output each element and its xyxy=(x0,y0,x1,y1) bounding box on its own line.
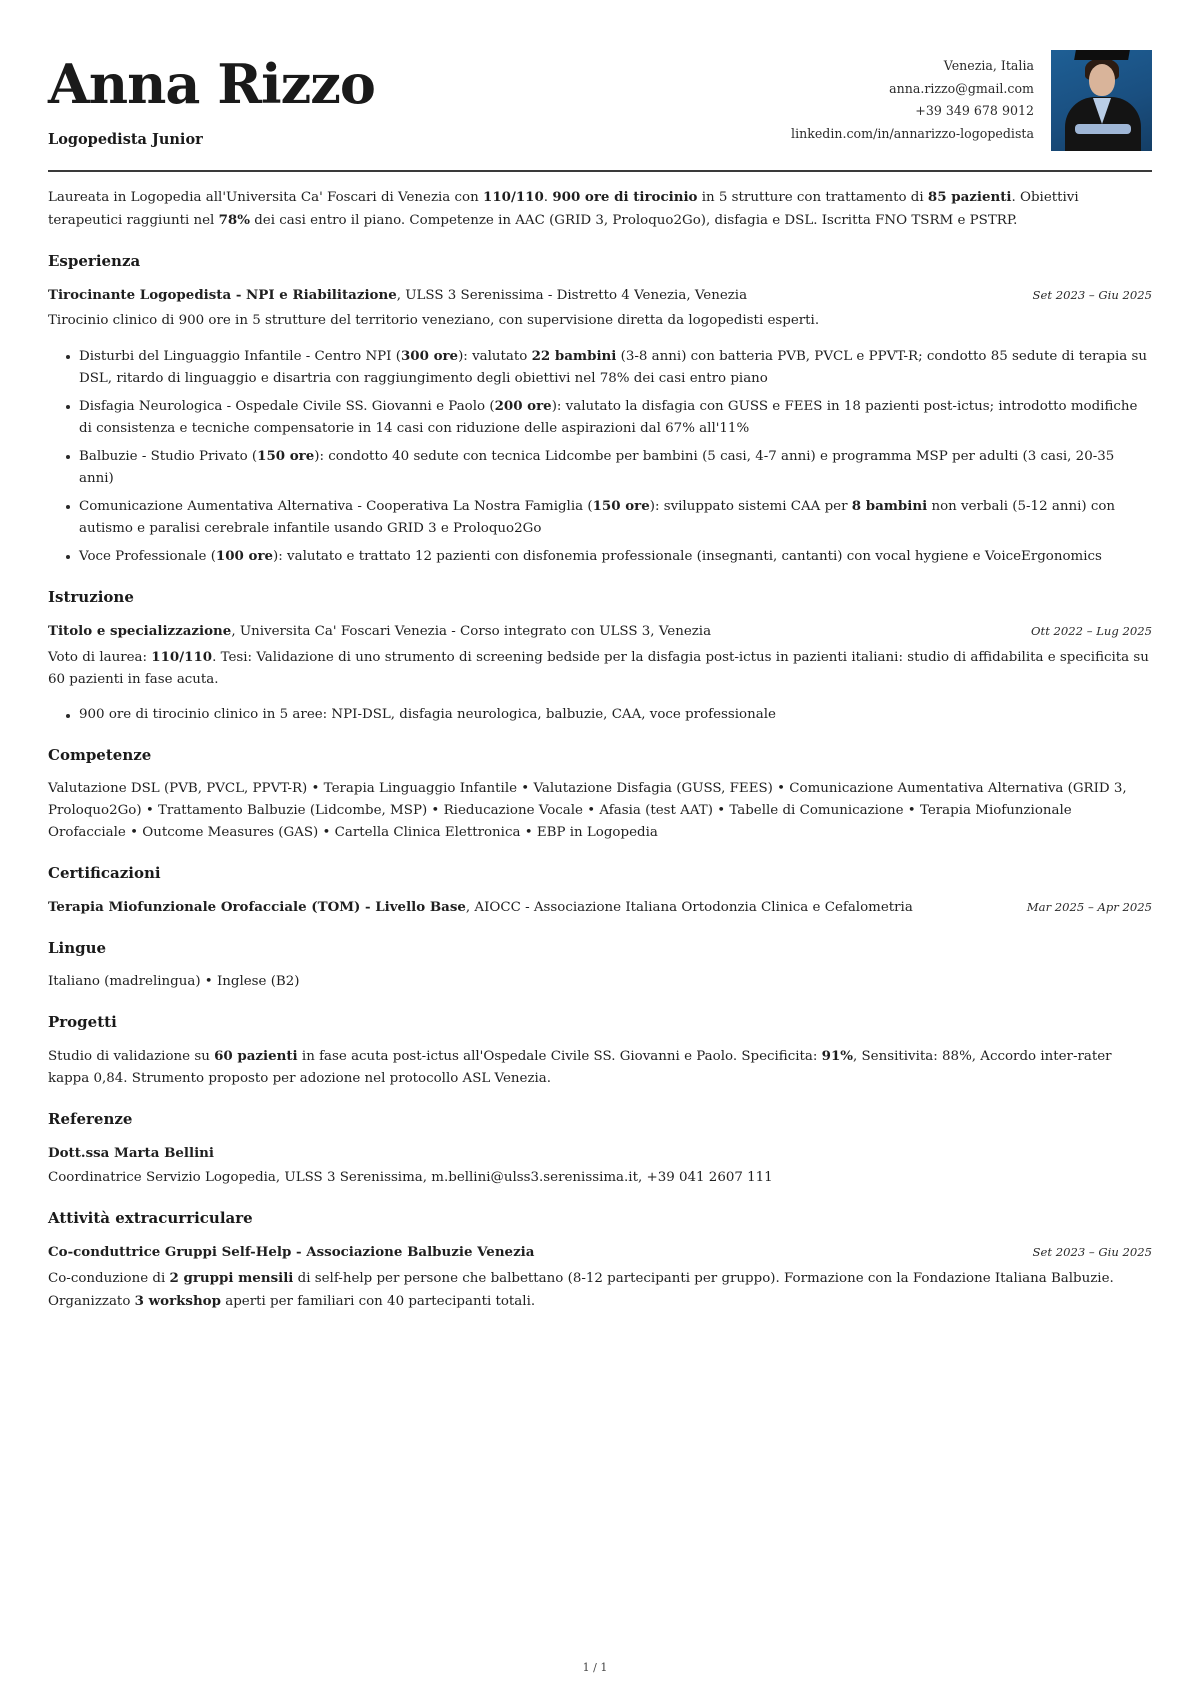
header-divider xyxy=(48,170,1152,172)
certification-name: Terapia Miofunzionale Orofacciale (TOM) - Livello Base xyxy=(48,899,466,915)
experience-entry xyxy=(48,284,1152,568)
entry-degree: Titolo e specializzazione xyxy=(48,623,232,639)
resume-header xyxy=(48,0,1152,172)
bullet-item: Disfagia Neurologica - Ospedale Civile SS. Giovanni e Paolo (200 ore): valutato la disfagia con GUSS e FEES in 18 pazienti post-ictus; introdotto modifiche di consistenza e tecniche compensatorie in 14 casi con riduzione delle aspirazioni dal 67% all'11% xyxy=(48,395,1152,440)
photo-head-shape xyxy=(1089,64,1115,96)
candidate-name: Anna Rizzo xyxy=(48,52,375,116)
reference-details: Coordinatrice Servizio Logopedia, ULSS 3 Serenissima, m.bellini@ulss3.serenissima.it, +39 041 2607 111 xyxy=(48,1170,773,1185)
entry-description: Voto di laurea: 110/110. Tesi: Validazione di uno strumento di screening bedside per la disfagia post-ictus in pazienti italiani: studio di affidabilita e specificita su 60 pazienti in fase acuta. xyxy=(48,649,1149,687)
entry-date-range: Mar 2025 – Apr 2025 xyxy=(1026,900,1152,914)
projects-section xyxy=(48,1011,1152,1090)
entry-bullet-list xyxy=(48,704,1152,726)
bullet-item: 900 ore di tirocinio clinico in 5 aree: NPI-DSL, disfagia neurologica, balbuzie, CAA, voce professionale xyxy=(48,704,1152,726)
languages-list: Italiano (madrelingua) • Inglese (B2) xyxy=(48,974,300,989)
education-section xyxy=(48,586,1152,726)
contact-email[interactable]: anna.rizzo@gmail.com xyxy=(889,80,1034,96)
skills-list: Valutazione DSL (PVB, PVCL, PPVT-R) • Terapia Linguaggio Infantile • Valutazione Disfagia (GUSS, FEES) • Comunicazione Aumentativa Alternativa (GRID 3, Proloquo2Go) • Trattamento Balbuzie (Lidcombe, MSP) • Rieducazione Vocale • Afasia (test AAT) • Tabelle di Comunicazione • Terapia Miofunzionale Orofacciale • Outcome Measures (GAS) • Cartella Clinica Elettronica • EBP in Logopedia xyxy=(48,781,1127,840)
entry-header xyxy=(48,284,1152,307)
profile-summary: Laureata in Logopedia all'Universita Ca' Foscari di Venezia con 110/110. 900 ore di tirocinio in 5 strutture con trattamento di 85 pazienti. Obiettivi terapeutici raggiunti nel 78% dei casi entro il piano. Competenze in AAC (GRID 3, Proloquo2Go), disfagia e DSL. Iscritta FNO TSRM e PSTRP. xyxy=(48,189,1079,228)
resume-page xyxy=(48,0,1152,1313)
reference-name: Dott.ssa Marta Bellini xyxy=(48,1145,214,1161)
bullet-item: Disturbi del Linguaggio Infantile - Centro NPI (300 ore): valutato 22 bambini (3-8 anni) con batteria PVB, PVCL e PPVT-R; condotto 85 sedute di terapia su DSL, ritardo di linguaggio e disartria con raggiungimento degli obiettivi nel 78% dei casi entro piano xyxy=(48,345,1152,390)
entry-title-line xyxy=(48,620,711,643)
certifications-section xyxy=(48,862,1152,919)
section-heading: Referenze xyxy=(48,1110,133,1128)
section-heading: Lingue xyxy=(48,939,107,957)
entry-title-line xyxy=(48,896,913,919)
entry-title-line xyxy=(48,1241,534,1264)
contact-linkedin[interactable]: linkedin.com/in/annarizzo-logopedista xyxy=(791,125,1034,141)
entry-date-range: Set 2023 – Giu 2025 xyxy=(1032,288,1152,302)
photo-graduation-cap-shape xyxy=(1074,50,1130,60)
section-heading: Attività extracurriculare xyxy=(48,1209,253,1227)
job-title: Logopedista Junior xyxy=(48,131,203,148)
entry-institution: , Universita Ca' Foscari Venezia - Corso integrato con ULSS 3, Venezia xyxy=(231,624,712,639)
entry-header xyxy=(48,1241,1152,1264)
photo-arms-shape xyxy=(1075,124,1131,134)
entry-bullet-list xyxy=(48,345,1152,568)
project-description: Studio di validazione su 60 pazienti in fase acuta post-ictus all'Ospedale Civile SS. Giovanni e Paolo. Specificita: 91%, Sensitivita: 88%, Accordo inter-rater kappa 0,84. Strumento proposto per adozione nel protocollo ASL Venezia. xyxy=(48,1048,1112,1086)
page-indicator: 1 / 1 xyxy=(582,1661,608,1674)
section-heading: Esperienza xyxy=(48,252,141,270)
skills-section xyxy=(48,744,1152,844)
certification-issuer: , AIOCC - Associazione Italiana Ortodonzia Clinica e Cefalometria xyxy=(465,900,913,915)
entry-organization: , ULSS 3 Serenissima - Distretto 4 Venezia, Venezia xyxy=(396,288,748,303)
contact-location: Venezia, Italia xyxy=(943,58,1034,73)
entry-title-line xyxy=(48,284,747,307)
entry-role: Tirocinante Logopedista - NPI e Riabilitazione xyxy=(48,287,397,303)
activity-role: Co-conduttrice Gruppi Self-Help - Associazione Balbuzie Venezia xyxy=(48,1244,535,1260)
entry-header xyxy=(48,620,1152,643)
references-section xyxy=(48,1108,1152,1189)
certification-entry xyxy=(48,896,1152,919)
extracurricular-section xyxy=(48,1207,1152,1313)
bullet-item: Comunicazione Aumentativa Alternativa - Cooperativa La Nostra Famiglia (150 ore): sviluppato sistemi CAA per 8 bambini non verbali (5-12 anni) con autismo e paralisi cerebrale infantile usando GRID 3 e Proloquo2Go xyxy=(48,495,1152,540)
education-entry xyxy=(48,620,1152,726)
section-heading: Certificazioni xyxy=(48,864,161,882)
entry-date-range: Ott 2022 – Lug 2025 xyxy=(1031,624,1152,638)
experience-section xyxy=(48,250,1152,568)
section-heading: Istruzione xyxy=(48,588,134,606)
bullet-item: Voce Professionale (100 ore): valutato e trattato 12 pazienti con disfonemia professionale (insegnanti, cantanti) con vocal hygiene e VoiceErgonomics xyxy=(48,545,1152,568)
languages-section xyxy=(48,937,1152,993)
entry-date-range: Set 2023 – Giu 2025 xyxy=(1032,1245,1152,1259)
bullet-item: Balbuzie - Studio Privato (150 ore): condotto 40 sedute con tecnica Lidcombe per bambini (5 casi, 4-7 anni) e programma MSP per adulti (3 casi, 20-35 anni) xyxy=(48,445,1152,490)
section-heading: Competenze xyxy=(48,746,152,764)
contact-phone: +39 349 678 9012 xyxy=(915,103,1034,118)
activity-description: Co-conduzione di 2 gruppi mensili di self-help per persone che balbettano (8-12 partecipanti per gruppo). Formazione con la Fondazione Italiana Balbuzie. Organizzato 3 workshop aperti per familiari con 40 partecipanti totali. xyxy=(48,1270,1114,1309)
profile-photo xyxy=(1051,50,1152,151)
section-heading: Progetti xyxy=(48,1013,117,1031)
contact-info xyxy=(791,55,1034,145)
entry-description: Tirocinio clinico di 900 ore in 5 strutture del territorio veneziano, con supervisione diretta da logopedisti esperti. xyxy=(48,313,820,328)
